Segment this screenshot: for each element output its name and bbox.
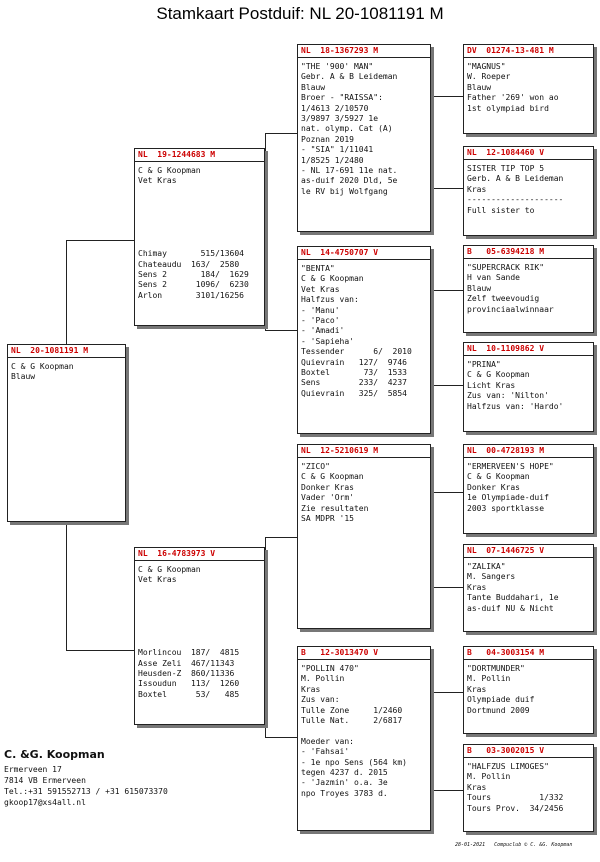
pigeon-info-line: M. Pollin xyxy=(467,772,511,782)
pigeon-info-line: "DORTMUNDER" xyxy=(467,664,525,673)
pigeon-info-line: - 'Jazmin' o.a. 3e xyxy=(301,778,388,788)
pigeon-info-line: Chateaudu 163/ 2580 xyxy=(138,259,240,269)
ring-number: DV 01274-13-481 M xyxy=(464,45,593,58)
pigeon-info-line: le RV bij Wolfgang xyxy=(301,186,388,196)
connector-line xyxy=(66,240,67,346)
pigeon-info-line: Sens 2 1096/ 6230 xyxy=(138,280,249,290)
pigeon-info-line: Tours 1/332 xyxy=(467,793,564,803)
pigeon-info-line: Tessender 6/ 2010 xyxy=(301,347,412,357)
pigeon-info-line: Asse Zeli 467/11343 xyxy=(138,658,235,668)
pigeon-info-line: Vet Kras xyxy=(138,575,177,585)
connector-line xyxy=(265,330,297,331)
pigeon-info-line: C & G Koopman xyxy=(301,472,364,482)
pigeon-info-line xyxy=(138,607,261,617)
pigeon-info-line: Zie resultaten xyxy=(301,503,369,513)
pigeon-info-line: 1/8525 1/2480 xyxy=(301,155,364,165)
pigeon-info-line: Arlon 3101/16256 xyxy=(138,290,244,300)
pigeon-info-line: npo Troyes 3783 d. xyxy=(301,788,388,798)
pigeon-card-dsd xyxy=(463,544,594,632)
pigeon-card-dam-sire xyxy=(297,444,431,629)
pigeon-card-ssd xyxy=(463,146,594,236)
connector-line xyxy=(265,537,297,538)
pigeon-info-line: M. Sangers xyxy=(467,572,516,582)
ring-number: NL 16-4783973 V xyxy=(135,548,264,561)
pigeon-info-line: Blauw xyxy=(467,82,492,92)
pigeon-info-line xyxy=(138,627,261,637)
pigeon-info-line: - 1e npo Sens (564 km) xyxy=(301,757,407,767)
pigeon-info-line: Morlincou 187/ 4815 xyxy=(138,648,240,658)
pigeon-info-line: "PRINA" xyxy=(467,360,501,369)
pigeon-info-line: Moeder van: xyxy=(301,736,354,746)
pigeon-info-line: tegen 4237 d. 2015 xyxy=(301,768,388,778)
pigeon-info-line: Kras xyxy=(467,582,487,592)
pigeon-card-sss xyxy=(463,44,594,134)
connector-line xyxy=(431,492,432,587)
connector-line xyxy=(265,133,266,330)
pigeon-info-line: - 'Sapieha' xyxy=(301,336,354,346)
pigeon-info-line: Poznan 2019 xyxy=(301,134,354,144)
ring-number: NL 12-1084460 V xyxy=(464,147,593,160)
pigeon-info-line xyxy=(138,208,261,218)
pigeon-info-line: Vet Kras xyxy=(138,176,177,186)
connector-line xyxy=(431,692,432,790)
ring-number: NL 18-1367293 M xyxy=(298,45,430,58)
owner-address-line: Ermerveen 17 xyxy=(4,765,62,774)
pigeon-card-dss xyxy=(463,444,594,534)
pigeon-info-line: - NL 17-691 11e nat. xyxy=(301,166,398,176)
pigeon-info-line xyxy=(138,586,261,596)
pigeon-info-line: Licht Kras xyxy=(467,380,516,390)
pigeon-info-line: - "SIA" 1/11041 xyxy=(301,145,374,155)
ring-number: NL 00-4728193 M xyxy=(464,445,593,458)
owner-email: gkoop17@xs4all.nl xyxy=(4,798,86,807)
pigeon-info-line: C & G Koopman xyxy=(301,274,364,284)
pigeon-info-line xyxy=(138,638,261,648)
pigeon-info-line: Halfzus van: 'Hardo' xyxy=(467,401,564,411)
pigeon-info-line: Kras xyxy=(467,782,487,792)
ring-number: NL 07-1446725 V xyxy=(464,545,593,558)
pigeon-card-dam-dam xyxy=(297,646,431,831)
connector-line xyxy=(431,790,463,791)
pigeon-card-dds xyxy=(463,646,594,734)
owner-phone: Tel.:+31 591552713 / +31 615073370 xyxy=(4,787,168,796)
pigeon-info-line: 1e Olympiade-duif xyxy=(467,493,549,503)
pigeon-info-line: Halfzus van: xyxy=(301,295,359,305)
connector-line xyxy=(431,290,432,385)
pigeon-info-line: C & G Koopman xyxy=(467,472,530,482)
pigeon-info-line: - 'Manu' xyxy=(301,305,340,315)
ring-number: B 05-6394218 M xyxy=(464,246,593,259)
pigeon-info-line: Donker Kras xyxy=(301,482,354,492)
pigeon-info-line: Quievrain 325/ 5854 xyxy=(301,388,407,398)
pigeon-info-line: "ZALIKA" xyxy=(467,562,506,571)
pigeon-info-line: "HALFZUS LIMOGES" xyxy=(467,762,549,771)
pigeon-info-line: "ZICO" xyxy=(301,462,330,471)
pigeon-info-line: Boxtel 73/ 1533 xyxy=(301,368,407,378)
pigeon-info-line: SISTER TIP TOP 5 xyxy=(467,164,545,173)
pigeon-info-line: 2003 sportklasse xyxy=(467,503,545,513)
pigeon-info-line: Blauw xyxy=(11,372,36,382)
pigeon-info-line: - 'Fahsai' xyxy=(301,747,350,757)
pigeon-card-sds xyxy=(463,245,594,333)
pigeon-info-line: "MAGNUS" xyxy=(467,62,506,71)
pigeon-info-line: Issoudun 113/ 1260 xyxy=(138,679,240,689)
owner-address-line: 7814 VB Ermerveen xyxy=(4,776,86,785)
pigeon-info-line: SA MDPR '15 xyxy=(301,514,354,524)
pigeon-info-line: C & G Koopman xyxy=(138,565,201,574)
ring-number: NL 20-1081191 M xyxy=(8,345,125,358)
pigeon-info-line: W. Roeper xyxy=(467,72,511,82)
pigeon-info-line: Sens 2 184/ 1629 xyxy=(138,269,249,279)
pigeon-info-line: as-duif NU & Nicht xyxy=(467,603,554,613)
pigeon-card-sire-dam xyxy=(297,246,431,434)
page-title: Stamkaart Postduif: NL 20-1081191 M xyxy=(156,4,444,23)
pigeon-info-line: Father '269' won ao xyxy=(467,93,559,103)
pigeon-info-line xyxy=(301,726,427,736)
pigeon-info-line: Donker Kras xyxy=(467,482,520,492)
connector-line xyxy=(431,692,463,693)
pigeon-info-line xyxy=(138,617,261,627)
pigeon-info-line: Tours Prov. 34/2456 xyxy=(467,803,564,813)
connector-line xyxy=(265,133,297,134)
pigeon-info-line: -------------------- xyxy=(467,195,564,205)
pigeon-info-line: as-duif 2020 Dld, 5e xyxy=(301,176,398,186)
pigeon-info-line: Boxtel 53/ 485 xyxy=(138,689,240,699)
connector-line xyxy=(431,587,463,588)
pigeon-info-line: M. Pollin xyxy=(301,674,345,684)
pigeon-info-line: Zus van: xyxy=(301,695,340,705)
pigeon-info-line xyxy=(138,239,261,249)
ring-number: NL 10-1109862 V xyxy=(464,343,593,356)
pigeon-card-main xyxy=(7,344,126,522)
pigeon-info-line: - 'Paco' xyxy=(301,316,340,326)
ring-number: NL 19-1244683 M xyxy=(135,149,264,162)
pigeon-info-line: Kras xyxy=(301,684,321,694)
pigeon-info-line: Gerb. A & B Leideman xyxy=(467,174,564,184)
pigeon-info-line: Vader 'Orm' xyxy=(301,493,354,503)
pigeon-card-sire xyxy=(134,148,265,326)
pigeon-info-line: Chimay 515/13604 xyxy=(138,249,244,259)
footer-credit: 28-01-2021 Compuclub © C. &G. Koopman xyxy=(455,842,573,848)
pigeon-info-line: - 'Amadi' xyxy=(301,326,345,336)
pigeon-info-line: Blauw xyxy=(301,82,326,92)
owner-name: C. &G. Koopman xyxy=(4,748,105,761)
pigeon-info-line xyxy=(138,228,261,238)
ring-number: NL 14-4750707 V xyxy=(298,247,430,260)
pigeon-info-line: Tante Buddahari, 1e xyxy=(467,593,559,603)
pigeon-info-line: "THE '900' MAN" xyxy=(301,62,374,71)
pigeon-info-line: H van Sande xyxy=(467,273,520,283)
connector-line xyxy=(265,737,297,738)
pigeon-info-line: Tulle Nat. 2/6817 xyxy=(301,716,403,726)
connector-line xyxy=(66,240,134,241)
pigeon-info-line: provinciaalwinnaar xyxy=(467,304,554,314)
pigeon-info-line: Quievrain 127/ 9746 xyxy=(301,357,407,367)
ring-number: B 04-3003154 M xyxy=(464,647,593,660)
connector-line xyxy=(431,96,463,97)
pigeon-info-line: C & G Koopman xyxy=(138,166,201,175)
pigeon-info-line: nat. olymp. Cat (A) xyxy=(301,124,393,134)
ring-number: NL 12-5210619 M xyxy=(298,445,430,458)
pigeon-info-line: Gebr. A & B Leideman xyxy=(301,72,398,82)
pigeon-info-line xyxy=(138,596,261,606)
pigeon-card-dam xyxy=(134,547,265,725)
connector-line xyxy=(431,96,432,188)
pigeon-info-line: 3/9897 3/5927 1e xyxy=(301,114,379,124)
pigeon-info-line: 1/4613 2/10570 xyxy=(301,103,369,113)
pigeon-info-line: M. Pollin xyxy=(467,674,511,684)
pigeon-info-line: C & G Koopman xyxy=(467,370,530,380)
pigeon-info-line xyxy=(138,187,261,197)
pigeon-info-line: C & G Koopman xyxy=(11,362,74,371)
connector-line xyxy=(66,519,67,650)
connector-line xyxy=(265,537,266,737)
pigeon-info-line: Zelf tweevoudig xyxy=(467,294,540,304)
pigeon-info-line: Olympiade duif xyxy=(467,695,535,705)
pigeon-info-line: Heusden-Z 860/11336 xyxy=(138,668,235,678)
connector-line xyxy=(431,188,463,189)
pigeon-info-line: Blauw xyxy=(467,283,492,293)
pigeon-card-sire-sire xyxy=(297,44,431,232)
connector-line xyxy=(431,492,463,493)
pigeon-info-line: Full sister to xyxy=(467,205,535,215)
connector-line xyxy=(431,385,463,386)
pigeon-info-line: Kras xyxy=(467,184,487,194)
owner-block xyxy=(4,749,168,808)
pigeon-info-line: Dortmund 2009 xyxy=(467,705,530,715)
pigeon-info-line: Kras xyxy=(467,684,487,694)
pigeon-info-line: Tulle Zone 1/2460 xyxy=(301,705,403,715)
pigeon-info-line: 1st olympiad bird xyxy=(467,103,549,113)
pigeon-card-ddd xyxy=(463,744,594,832)
ring-number: B 03-3002015 V xyxy=(464,745,593,758)
pigeon-card-sdd xyxy=(463,342,594,432)
pigeon-info-line: "BENTA" xyxy=(301,264,335,273)
pigeon-info-line: Broer - "RAISSA": xyxy=(301,93,383,103)
connector-line xyxy=(431,290,463,291)
pigeon-info-line: "ERMERVEEN'S HOPE" xyxy=(467,462,554,471)
pigeon-info-line xyxy=(138,218,261,228)
ring-number: B 12-3013470 V xyxy=(298,647,430,660)
pigeon-info-line: Zus van: 'Nilton' xyxy=(467,391,549,401)
pigeon-info-line: Vet Kras xyxy=(301,284,340,294)
pigeon-info-line xyxy=(138,197,261,207)
connector-line xyxy=(66,650,134,651)
pigeon-info-line: "POLLIN 470" xyxy=(301,664,359,673)
pigeon-info-line: "SUPERCRACK RIK" xyxy=(467,263,545,272)
pigeon-info-line: Sens 233/ 4237 xyxy=(301,378,407,388)
